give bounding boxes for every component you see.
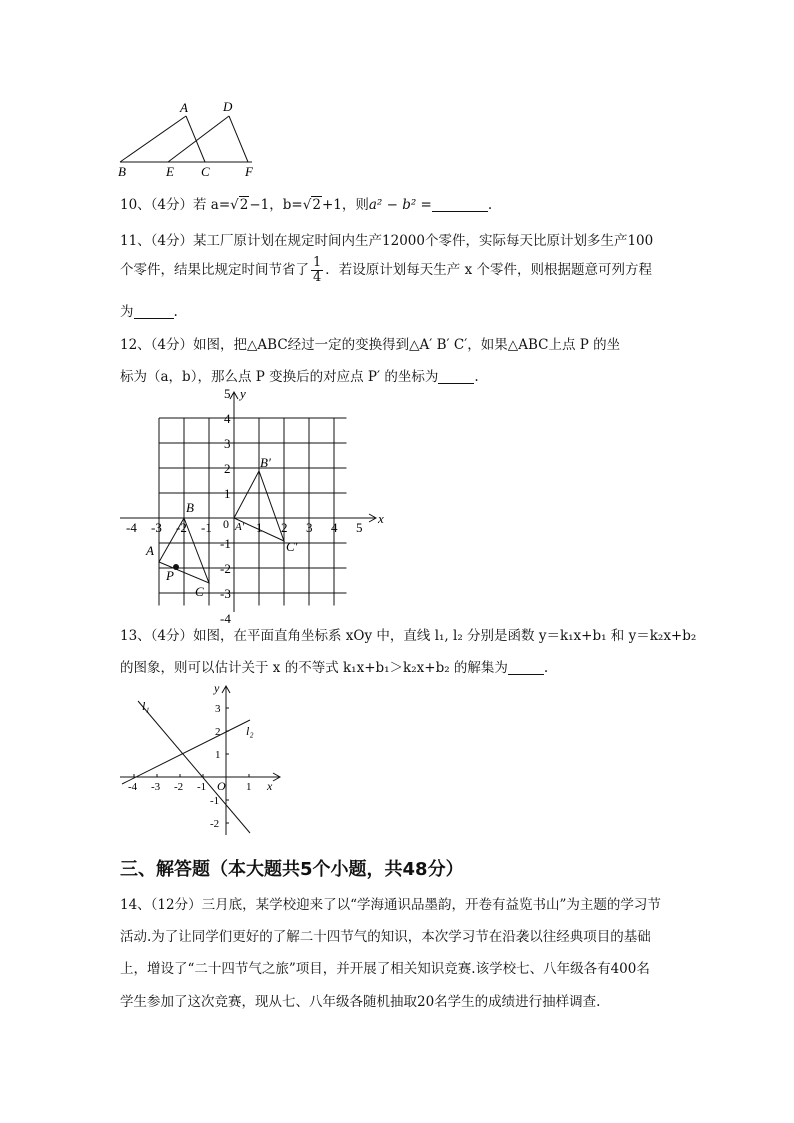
y-axis-label: y — [214, 681, 220, 695]
y-tick-label: 1 — [215, 749, 221, 761]
q12-coordinate-grid — [110, 384, 390, 626]
x-tick-label: 1 — [246, 781, 252, 793]
y-tick-label: -1 — [220, 536, 231, 551]
answer-blank-10[interactable] — [432, 197, 488, 212]
q11-line3b: . — [173, 304, 178, 320]
label-B: B — [186, 500, 194, 515]
top-triangles-figure — [110, 96, 270, 180]
q10-end: . — [487, 197, 493, 213]
q12-line2b: . — [474, 369, 479, 385]
label-B: B — [118, 164, 126, 179]
q11-line2a: 个零件，结果比规定时间节省了 — [120, 262, 309, 278]
question-14-line2: 活动.为了让同学们更好的了解二十四节气的知识，本次学习节在沿袭以往经典项目的基础 — [120, 929, 651, 945]
sqrt-a: √2 — [230, 197, 249, 213]
q12-line2a: 标为（a，b），那么点 P 变换后的对应点 P′ 的坐标为 — [120, 369, 439, 385]
y-tick-label: -3 — [220, 586, 231, 601]
x-tick-label: 1 — [256, 520, 263, 535]
label-A: A — [180, 100, 188, 115]
answer-blank-12[interactable] — [438, 369, 474, 384]
q11-line3a: 为 — [120, 304, 134, 320]
question-10 — [120, 193, 492, 213]
x-tick-label: -1 — [201, 520, 212, 535]
label-C-prime: C′ — [286, 539, 298, 554]
x-tick-label: -1 — [197, 781, 207, 793]
section-title: 三、解答题（本大题共5个小题，共48分） — [120, 859, 464, 880]
question-13-line1: 13、（4分）如图，在平面直角坐标系 xOy 中，直线 l₁, l₂ 分别是函数 y＝k₁x+b₁ 和 y＝k₂x+b₂ — [120, 628, 697, 644]
answer-blank-13[interactable] — [508, 660, 544, 675]
q11-line2b: ．若设原计划每天生产 x 个零件，则根据题意可列方程 — [325, 262, 652, 278]
y-tick-label: 3 — [215, 703, 221, 715]
y-tick-label: -2 — [210, 818, 220, 830]
q10-expr: a² − b² = — [368, 197, 432, 213]
x-tick-label: 4 — [331, 520, 338, 535]
x-tick-label: -4 — [126, 520, 137, 535]
sqrt-b: √2 — [302, 197, 321, 213]
origin-label: 0 — [223, 517, 229, 531]
q10-b-tail: +1，则 — [321, 197, 369, 213]
label-A: A — [146, 543, 154, 558]
q13-line-graph — [112, 680, 287, 840]
q13-line2b: . — [543, 660, 549, 676]
x-tick-label: 3 — [306, 520, 313, 535]
question-11-line2 — [120, 256, 652, 285]
y-tick-label: 1 — [224, 486, 231, 501]
x-tick-label: 5 — [356, 520, 363, 535]
origin-label: O — [217, 779, 226, 793]
label-C: C — [201, 164, 210, 179]
x-tick-label: -4 — [128, 781, 138, 793]
y-tick-label: -4 — [220, 611, 231, 626]
q10-prefix: 10、（4分）若 a= — [120, 197, 231, 213]
question-11-line1: 11、（4分）某工厂原计划在规定时间内生产12000个零件，实际每天比原计划多生产100 — [120, 233, 654, 249]
y-tick-label: 5 — [224, 386, 231, 401]
fraction-one-quarter: $\frac{1}{4}$ — [313, 255, 322, 285]
y-tick-label: -1 — [210, 795, 220, 807]
question-13-line2 — [120, 656, 548, 676]
y-tick-label: 2 — [224, 461, 231, 476]
question-14-line3: 上，增设了“二十四节气之旅”项目，并开展了相关知识竞赛.该学校七、八年级各有400名 — [120, 961, 650, 977]
x-tick-label: -2 — [174, 781, 184, 793]
q13-line2a: 的图象，则可以估计关于 x 的不等式 k₁x+b₁＞k₂x+b₂ 的解集为 — [120, 660, 508, 676]
label-C: C — [195, 584, 204, 599]
line-l2-label: l₂ — [246, 724, 254, 738]
y-tick-label: 3 — [224, 436, 231, 451]
label-B-prime: B′ — [260, 455, 271, 470]
y-tick-label: 4 — [224, 411, 231, 426]
y-tick-label: 2 — [215, 726, 221, 738]
x-tick-label: -3 — [151, 520, 162, 535]
answer-blank-11[interactable] — [134, 304, 174, 319]
x-axis-label: x — [267, 779, 273, 793]
x-tick-label: 2 — [281, 520, 288, 535]
label-P: P — [166, 568, 174, 583]
x-tick-label: -2 — [176, 520, 187, 535]
x-tick-label: -3 — [151, 781, 161, 793]
y-tick-label: -2 — [220, 561, 231, 576]
label-D: D — [223, 99, 233, 114]
line-l1-label: l₁ — [142, 699, 150, 713]
label-A-prime: A′ — [235, 521, 245, 533]
question-12-line1: 12、（4分）如图，把△ABC经过一定的变换得到△A′ B′ C′，如果△ABC上点 P 的坐 — [120, 337, 621, 353]
y-axis-label: y — [240, 386, 246, 401]
q10-a-tail: −1，b= — [249, 197, 303, 213]
question-12-line2 — [120, 365, 479, 385]
label-E: E — [166, 164, 174, 179]
x-axis-label: x — [378, 511, 384, 526]
question-14-line1: 14、（12分）三月底，某学校迎来了以“学海通识品墨韵，开卷有益览书山”为主题的学习节 — [120, 897, 661, 913]
question-14-line4: 学生参加了这次竞赛，现从七、八年级各随机抽取20名学生的成绩进行抽样调查. — [120, 994, 601, 1010]
label-F: F — [245, 164, 253, 179]
question-11-line3 — [120, 300, 178, 320]
